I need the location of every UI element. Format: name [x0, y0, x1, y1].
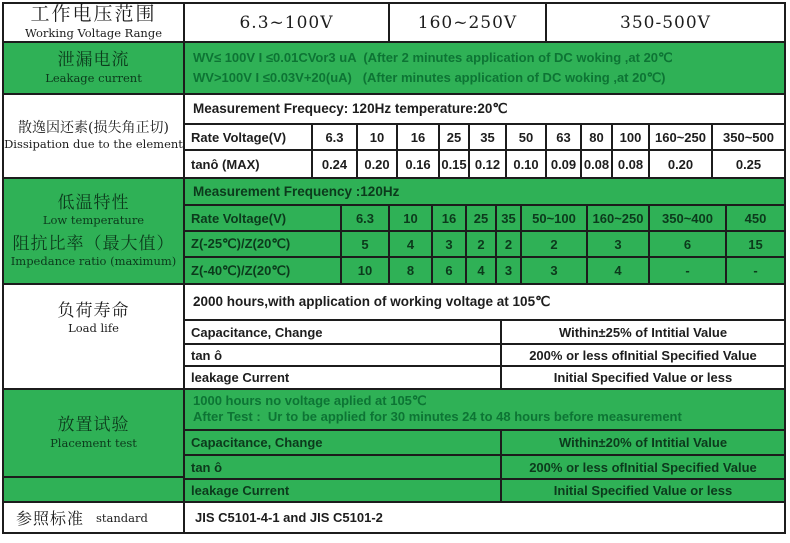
working-voltage-row: [4, 4, 784, 43]
dissipation-tan-row: [185, 151, 784, 177]
dissipation-tan-7: 0.08: [582, 151, 613, 177]
dissipation-voltage-2: 16: [398, 125, 440, 149]
z40-2: 6: [433, 258, 467, 283]
dissipation-tan-8: 0.08: [613, 151, 650, 177]
dissipation-voltage-4: 35: [470, 125, 507, 149]
dissipation-voltage-header: Rate Voltage(V): [185, 125, 313, 149]
leakage-label-cn: 泄漏电流: [57, 50, 130, 71]
dissipation-voltage-0: 6.3: [313, 125, 358, 149]
load-life-capacitance-item: Capacitance, Change: [185, 321, 502, 343]
z25-4: 2: [497, 232, 522, 256]
low-temp-voltage-8: 450: [744, 210, 767, 226]
placement-label-cn: 放置试验: [57, 415, 130, 436]
voltage-range-3: 350-500V: [620, 12, 711, 33]
z40-0: 10: [342, 258, 390, 283]
placement-row-capacitance: [185, 431, 784, 456]
placement-note-cell: [185, 390, 784, 431]
placement-leakage-value: Initial Specified Value or less: [553, 483, 733, 498]
dissipation-voltage-header-row: [185, 125, 784, 151]
placement-tan-value: 200% or less ofInitial Specified Value: [529, 459, 757, 475]
dissipation-voltage-10: 350~500: [723, 129, 774, 145]
placement-label-cell: [4, 390, 183, 478]
load-life-tan-value: 200% or less ofInitial Specified Value: [529, 347, 757, 363]
load-life-row: [4, 285, 784, 390]
dissipation-tan-6: 0.09: [547, 151, 582, 177]
placement-capacitance-item: Capacitance, Change: [185, 431, 502, 454]
z40-1: 8: [390, 258, 433, 283]
leakage-spec-cell: [185, 43, 784, 93]
z25-header: Z(-25℃)/Z(20℃): [185, 232, 342, 256]
load-life-leakage-item: leakage Current: [185, 367, 502, 388]
z40-8: -: [753, 263, 758, 278]
load-life-label-cell: [4, 285, 185, 388]
placement-test-row: [4, 390, 784, 503]
low-temp-voltage-header-row: [185, 206, 784, 232]
placement-row-tan: [185, 456, 784, 480]
leakage-current-row: [4, 43, 784, 95]
leakage-label-en: Leakage current: [45, 70, 142, 85]
dissipation-tan-0: 0.24: [313, 151, 358, 177]
low-temp-voltage-5: 50~100: [522, 206, 588, 230]
z25-5: 2: [522, 232, 588, 256]
dissipation-label-cell: [4, 95, 185, 177]
low-temp-voltage-6: 160~250: [588, 206, 650, 230]
z40-row: [185, 258, 784, 283]
placement-table: [185, 390, 784, 501]
z25-7: 6: [650, 232, 727, 256]
z25-row: [185, 232, 784, 258]
low-temp-table: [185, 179, 784, 283]
working-voltage-label-cn: 工作电压范围: [30, 3, 157, 26]
load-life-tan-item: tan ô: [185, 345, 502, 365]
low-temp-voltage-7: 350~400: [650, 206, 727, 230]
z40-3: 4: [467, 258, 497, 283]
load-life-table: [185, 285, 784, 388]
dissipation-voltage-5: 50: [507, 125, 547, 149]
standard-label-en: standard: [96, 510, 148, 525]
leakage-label-cell: [4, 43, 185, 93]
z40-6: 4: [588, 258, 650, 283]
z25-2: 3: [433, 232, 467, 256]
dissipation-tan-10: 0.25: [735, 156, 762, 172]
dissipation-voltage-3: 25: [440, 125, 470, 149]
dissipation-tan-3: 0.15: [440, 151, 470, 177]
load-life-label-cn: 负荷寿命: [57, 301, 130, 321]
placement-note-2: After Test : Ur to be applied for 30 minutes 24 to 48 hours before measurement: [193, 409, 682, 425]
placement-leakage-item: leakage Current: [185, 480, 502, 501]
leakage-spec-line-2: WV>100V I ≤0.03V+20(uA) (After minutes application of DC woking ,at 20℃): [193, 69, 666, 85]
standard-label-cell: [4, 503, 185, 532]
low-temp-label-en: Low temperature: [42, 213, 145, 228]
load-life-row-leakage: [185, 367, 784, 388]
placement-capacitance-value: Within±20% of Intitial Value: [558, 435, 728, 450]
low-temp-voltage-header: Rate Voltage(V): [185, 206, 342, 230]
z40-header: Z(-40℃)/Z(20℃): [185, 258, 342, 283]
low-temp-voltage-3: 25: [467, 206, 497, 230]
z25-3: 2: [467, 232, 497, 256]
dissipation-voltage-9: 160~250: [650, 125, 713, 149]
dissipation-label-cn: 散逸因还素(损失角正切): [18, 120, 169, 137]
load-life-capacitance-value: Within±25% of Intitial Value: [558, 324, 728, 340]
dissipation-row: [4, 95, 784, 179]
dissipation-label-en: Dissipation due to the element: [4, 136, 183, 151]
dissipation-tan-5: 0.10: [507, 151, 547, 177]
dissipation-tan-1: 0.20: [358, 151, 398, 177]
dissipation-voltage-8: 100: [613, 125, 650, 149]
placement-tan-item: tan ô: [185, 456, 502, 478]
load-life-leakage-value: Initial Specified Value or less: [553, 370, 733, 385]
low-temp-voltage-1: 10: [390, 206, 433, 230]
z40-4: 3: [497, 258, 522, 283]
dissipation-voltage-6: 63: [547, 125, 582, 149]
voltage-range-1: 6.3~100V: [185, 4, 390, 41]
dissipation-tan-4: 0.12: [470, 151, 507, 177]
standard-row: [4, 503, 784, 532]
low-temp-note: Measurement Frequency :120Hz: [185, 179, 784, 206]
dissipation-voltage-1: 10: [358, 125, 398, 149]
impedance-label-cn: 阻抗比率（最大值）: [12, 234, 175, 254]
low-temp-label-cell: [4, 179, 185, 283]
capacitor-spec-table: [2, 2, 786, 534]
low-temp-label-cn: 低温特性: [57, 192, 130, 213]
z25-8: 15: [748, 236, 763, 252]
dissipation-tan-9: 0.20: [650, 151, 713, 177]
z40-7: -: [650, 258, 727, 283]
z40-5: 3: [522, 258, 588, 283]
standard-value: JIS C5101-4-1 and JIS C5101-2: [195, 510, 383, 525]
load-life-note: 2000 hours,with application of working voltage at 105℃: [185, 285, 784, 321]
z25-1: 4: [390, 232, 433, 256]
dissipation-tan-header: tanô (MAX): [185, 151, 313, 177]
impedance-label-en: Impedance ratio (maximum): [10, 254, 177, 269]
low-temp-voltage-2: 16: [433, 206, 467, 230]
low-temp-voltage-4: 35: [497, 206, 522, 230]
placement-row-leakage: [185, 480, 784, 501]
dissipation-tan-2: 0.16: [398, 151, 440, 177]
z25-6: 3: [588, 232, 650, 256]
dissipation-table: [185, 95, 784, 177]
voltage-range-2: 160~250V: [390, 4, 547, 41]
low-temperature-row: [4, 179, 784, 285]
z25-0: 5: [342, 232, 390, 256]
leakage-spec-line-1: WV≤ 100V I ≤0.01CVor3 uA (After 2 minutes application of DC woking ,at 20℃: [193, 50, 673, 66]
working-voltage-label-cell: [4, 4, 185, 41]
placement-label-empty-cell: [4, 478, 183, 501]
load-life-label-en: Load life: [68, 321, 119, 336]
placement-note-1: 1000 hours no voltage aplied at 105℃: [193, 393, 427, 408]
dissipation-note: Measurement Frequecy: 120Hz temperature:20℃: [185, 95, 784, 125]
load-life-row-tan: [185, 345, 784, 367]
working-voltage-label-en: Working Voltage Range: [24, 25, 163, 40]
placement-label-column: [4, 390, 185, 501]
standard-label-cn: 参照标准: [16, 509, 85, 528]
placement-label-en: Placement test: [50, 435, 137, 450]
dissipation-voltage-7: 80: [582, 125, 613, 149]
low-temp-voltage-0: 6.3: [342, 206, 390, 230]
load-life-row-capacitance: [185, 321, 784, 345]
